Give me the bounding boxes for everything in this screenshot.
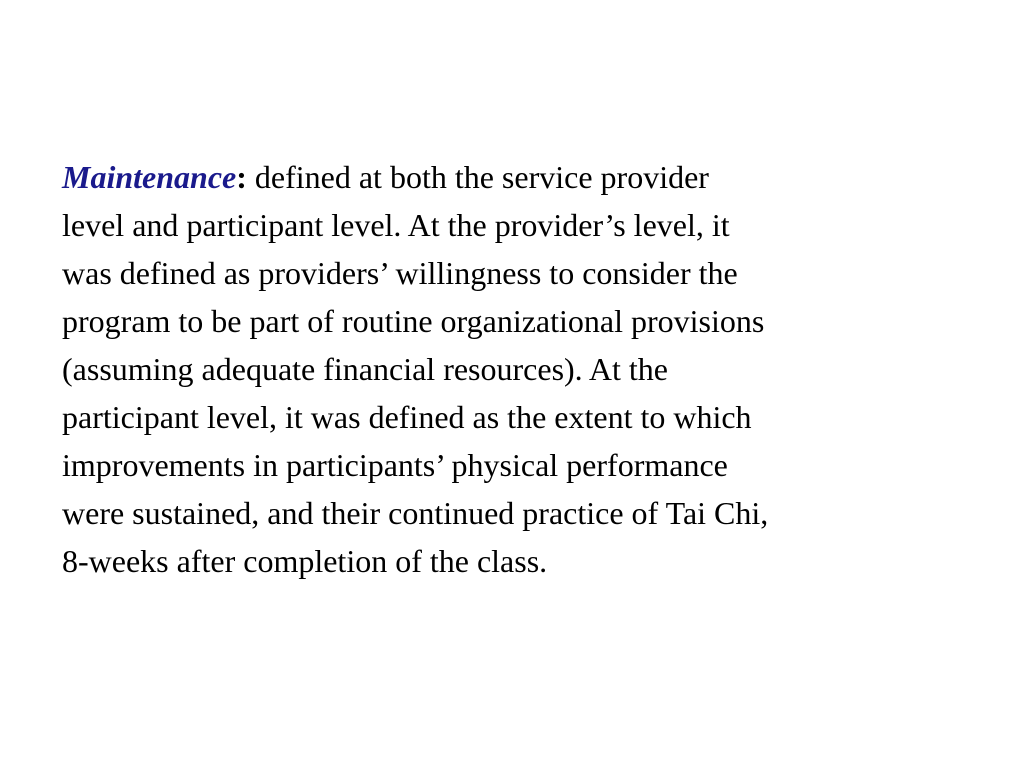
text-line-6: participant level, it was defined as the extent to which — [62, 399, 752, 435]
definition-paragraph — [62, 153, 962, 585]
term-colon: : — [236, 159, 247, 195]
text-line-1 — [62, 153, 962, 201]
term-heading: Maintenance — [62, 159, 237, 195]
text-line-2: level and participant level. At the provider’s level, it — [62, 207, 730, 243]
text-line-3: was defined as providers’ willingness to consider the — [62, 255, 738, 291]
text-line-9: 8-weeks after completion of the class. — [62, 543, 548, 579]
text-line-4: program to be part of routine organizational provisions — [62, 303, 765, 339]
text-line-1-rest: defined at both the service provider — [246, 159, 709, 195]
text-line-7: improvements in participants’ physical performance — [62, 447, 728, 483]
text-line-8: were sustained, and their continued practice of Tai Chi, — [62, 495, 769, 531]
text-line-5: (assuming adequate financial resources). At the — [62, 351, 668, 387]
